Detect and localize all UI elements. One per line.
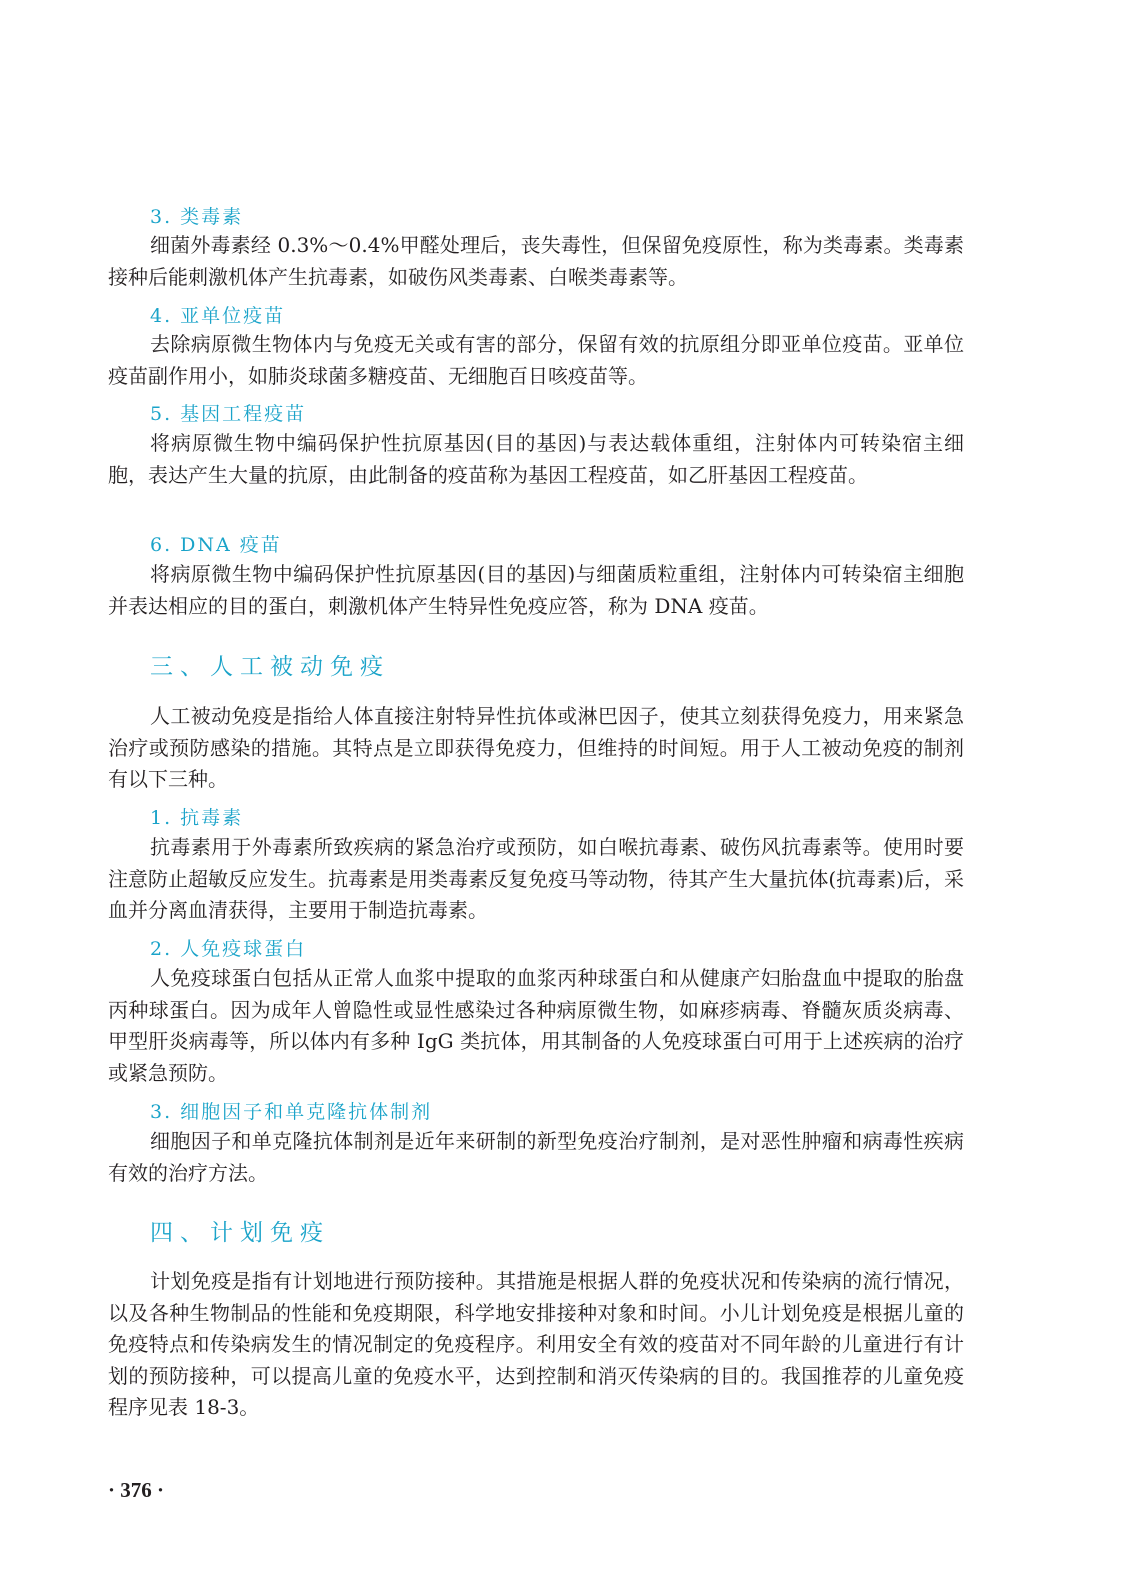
paragraph-toxoid: 细菌外毒素经 0.3%～0.4%甲醛处理后，丧失毒性，但保留免疫原性，称为类毒素。类毒素接种后能刺激机体产生抗毒素，如破伤风类毒素、白喉类毒素等。 bbox=[108, 233, 964, 289]
section-title-planned-immunization: 四、计划免疫 bbox=[150, 1220, 330, 1246]
page-number: · 376 · bbox=[108, 1478, 165, 1502]
paragraph-genetic-vaccine: 将病原微生物中编码保护性抗原基因(目的基因)与表达载体重组，注射体内可转染宿主细胞，表达产生大量的抗原，由此制备的疫苗称为基因工程疫苗，如乙肝基因工程疫苗。 bbox=[108, 431, 964, 487]
paragraph-planned-immunization: 计划免疫是指有计划地进行预防接种。其措施是根据人群的免疫状况和传染病的流行情况，以及各种生物制品的性能和免疫期限，科学地安排接种对象和时间。小儿计划免疫是根据儿童的免疫特点和传染病发生的情况制定的免疫程序。利用安全有效的疫苗对不同年龄的儿童进行有计划的预防接种，可以提高儿童的免疫水平，达到控制和消灭传染病的目的。我国推荐的儿童免疫程序见表 18-3。 bbox=[108, 1269, 964, 1419]
paragraph-passive-immunity: 人工被动免疫是指给人体直接注射特异性抗体或淋巴因子，使其立刻获得免疫力，用来紧急治疗或预防感染的措施。其特点是立即获得免疫力，但维持的时间短。用于人工被动免疫的制剂有以下三种。 bbox=[108, 704, 964, 791]
subheading-genetic-vaccine: 5. 基因工程疫苗 bbox=[150, 403, 307, 425]
subheading-immunoglobulin: 2. 人免疫球蛋白 bbox=[150, 938, 307, 960]
subheading-cytokines: 3. 细胞因子和单克隆抗体制剂 bbox=[150, 1101, 433, 1123]
paragraph-cytokines: 细胞因子和单克隆抗体制剂是近年来研制的新型免疫治疗制剂，是对恶性肿瘤和病毒性疾病有效的治疗方法。 bbox=[108, 1129, 964, 1185]
paragraph-dna-vaccine: 将病原微生物中编码保护性抗原基因(目的基因)与细菌质粒重组，注射体内可转染宿主细胞并表达相应的目的蛋白，刺激机体产生特异性免疫应答，称为 DNA 疫苗。 bbox=[108, 562, 964, 618]
subheading-antitoxin: 1. 抗毒素 bbox=[150, 807, 244, 829]
subheading-dna-vaccine: 6. DNA 疫苗 bbox=[150, 534, 282, 556]
paragraph-antitoxin: 抗毒素用于外毒素所致疾病的紧急治疗或预防，如白喉抗毒素、破伤风抗毒素等。使用时要注意防止超敏反应发生。抗毒素是用类毒素反复免疫马等动物，待其产生大量抗体(抗毒素)后，采血并分离血清获得，主要用于制造抗毒素。 bbox=[108, 835, 964, 922]
paragraph-immunoglobulin: 人免疫球蛋白包括从正常人血浆中提取的血浆丙种球蛋白和从健康产妇胎盘血中提取的胎盘丙种球蛋白。因为成年人曾隐性或显性感染过各种病原微生物，如麻疹病毒、脊髓灰质炎病毒、甲型肝炎病毒等，所以体内有多种 IgG 类抗体，用其制备的人免疫球蛋白可用于上述疾病的治疗或紧急预防。 bbox=[108, 966, 964, 1085]
subheading-toxoid: 3. 类毒素 bbox=[150, 206, 244, 228]
paragraph-subunit-vaccine: 去除病原微生物体内与免疫无关或有害的部分，保留有效的抗原组分即亚单位疫苗。亚单位疫苗副作用小，如肺炎球菌多糖疫苗、无细胞百日咳疫苗等。 bbox=[108, 332, 964, 388]
section-title-passive-immunity: 三、人工被动免疫 bbox=[150, 654, 390, 680]
subheading-subunit-vaccine: 4. 亚单位疫苗 bbox=[150, 305, 286, 327]
